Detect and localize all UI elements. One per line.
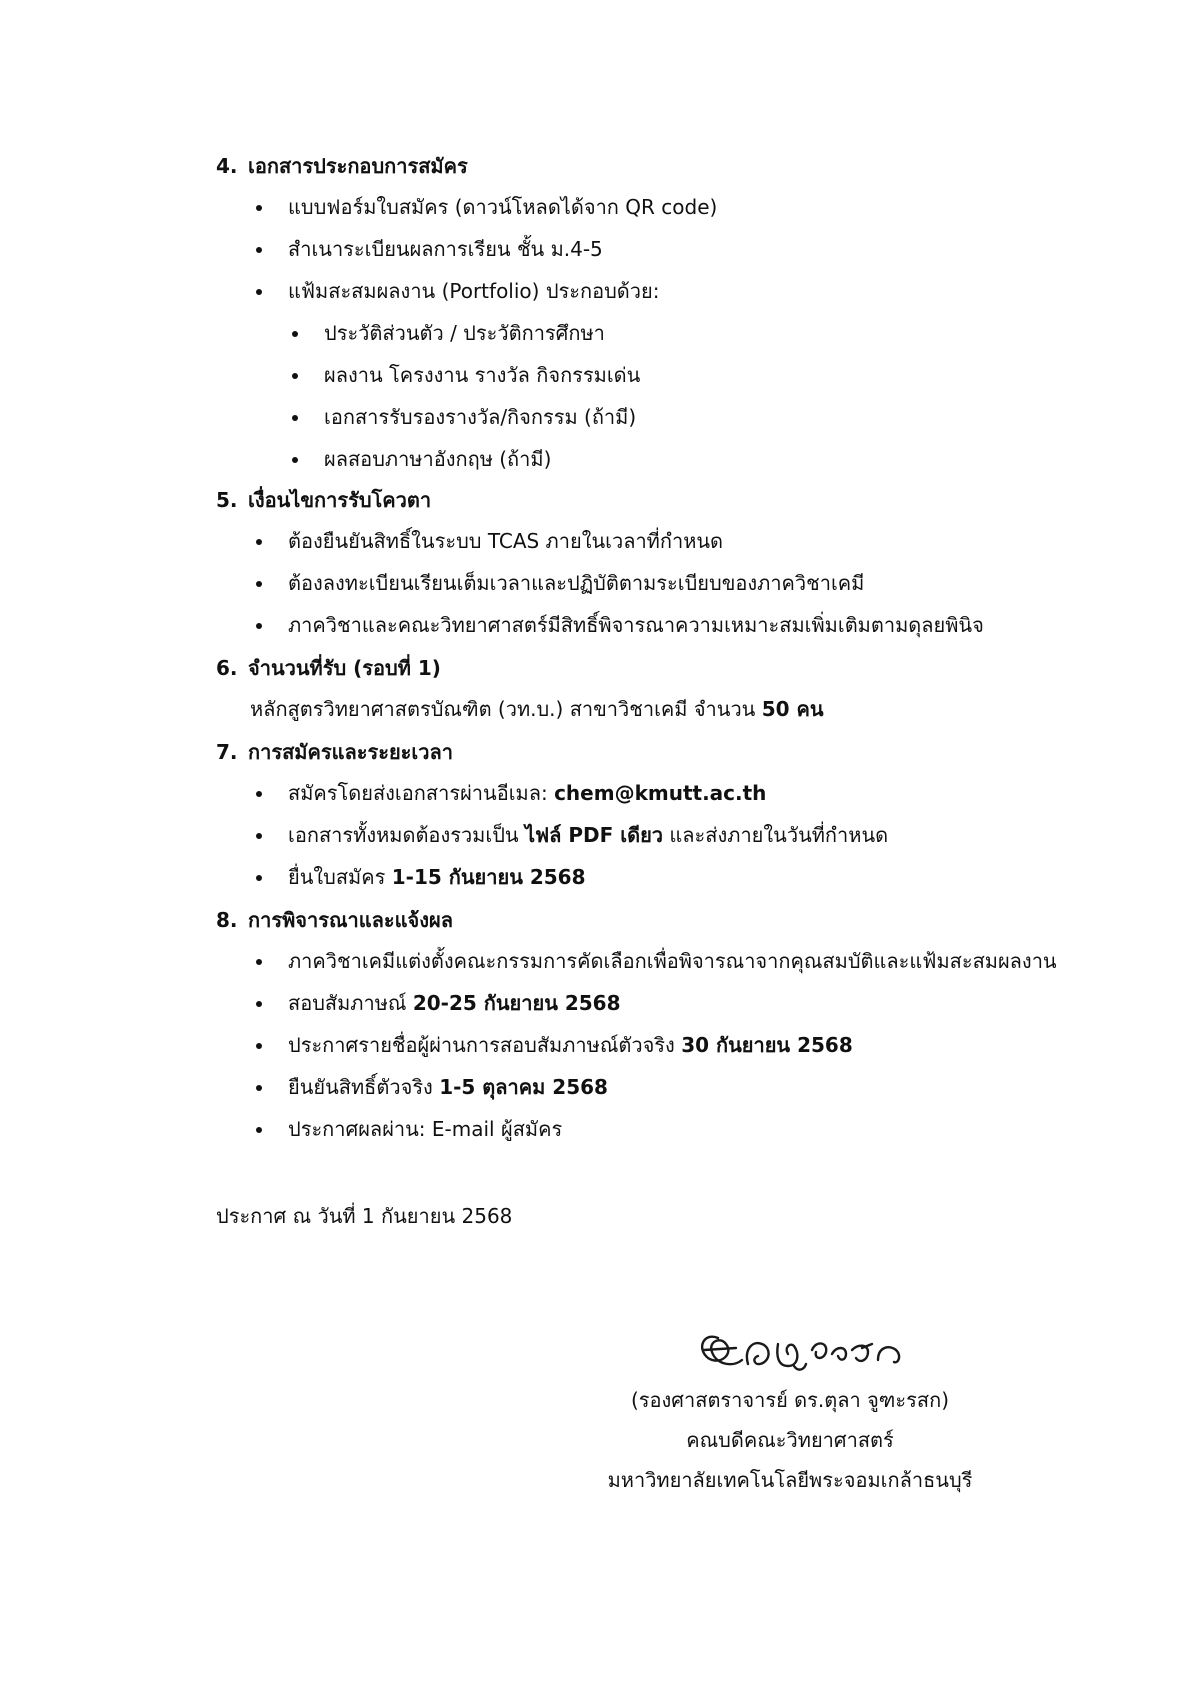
bullet-icon bbox=[292, 415, 298, 421]
list-item: ต้องลงทะเบียนเรียนเต็มเวลาและปฏิบัติตามระเบียบของภาควิชาเคมี bbox=[216, 562, 1116, 604]
section-title: 5. เงื่อนไขการรับโควตา bbox=[216, 488, 432, 512]
section-7 bbox=[216, 732, 1116, 898]
bullet-icon bbox=[256, 205, 262, 211]
section-8 bbox=[216, 900, 1116, 1150]
section-4 bbox=[216, 146, 1116, 480]
list-item: ภาควิชาเคมีแต่งตั้งคณะกรรมการคัดเลือกเพื่อพิจารณาจากคุณสมบัติและแฟ้มสะสมผลงาน bbox=[216, 940, 1116, 982]
section-title: 6. จำนวนที่รับ (รอบที่ 1) bbox=[216, 656, 441, 680]
handwritten-signature bbox=[690, 1320, 940, 1380]
bullet-icon bbox=[256, 247, 262, 253]
bullet-icon bbox=[256, 1043, 262, 1049]
bullet-icon bbox=[256, 581, 262, 587]
signatory-name: (รองศาสตราจารย์ ดร.ตุลา จูฑะรสก) bbox=[630, 1388, 950, 1412]
list-item: แบบฟอร์มใบสมัคร (ดาวน์โหลดได้จาก QR code) bbox=[216, 186, 1116, 228]
sub-list-item: ประวัติส่วนตัว / ประวัติการศึกษา bbox=[216, 312, 1116, 354]
sub-list-item: เอกสารรับรองรางวัล/กิจกรรม (ถ้ามี) bbox=[216, 396, 1116, 438]
bullet-icon bbox=[256, 1001, 262, 1007]
list-item: สำเนาระเบียนผลการเรียน ชั้น ม.4-5 bbox=[216, 228, 1116, 270]
bullet-icon bbox=[256, 1127, 262, 1133]
bullet-icon bbox=[292, 457, 298, 463]
bullet-icon bbox=[256, 539, 262, 545]
bullet-icon bbox=[292, 331, 298, 337]
signature-block bbox=[560, 1320, 1020, 1500]
section-title: 7. การสมัครและระยะเวลา bbox=[216, 740, 453, 764]
email-address: chem@kmutt.ac.th bbox=[554, 781, 767, 805]
list-item: ยืนยันสิทธิ์ตัวจริง 1-5 ตุลาคม 2568 bbox=[216, 1066, 1116, 1108]
section-5 bbox=[216, 480, 1116, 646]
bullet-icon bbox=[256, 1085, 262, 1091]
bullet-icon bbox=[256, 623, 262, 629]
bullet-icon bbox=[256, 289, 262, 295]
list-item: สมัครโดยส่งเอกสารผ่านอีเมล: chem@kmutt.ac.th bbox=[216, 772, 1116, 814]
list-item: ประกาศรายชื่อผู้ผ่านการสอบสัมภาษณ์ตัวจริง 30 กันยายน 2568 bbox=[216, 1024, 1116, 1066]
signatory-position: คณบดีคณะวิทยาศาสตร์ bbox=[686, 1428, 894, 1452]
list-item: ประกาศผลผ่าน: E-mail ผู้สมัคร bbox=[216, 1108, 1116, 1150]
bullet-icon bbox=[256, 959, 262, 965]
list-item: เอกสารทั้งหมดต้องรวมเป็น ไฟล์ PDF เดียว และส่งภายในวันที่กำหนด bbox=[216, 814, 1116, 856]
bullet-icon bbox=[292, 373, 298, 379]
section-6 bbox=[216, 648, 1116, 730]
bullet-icon bbox=[256, 875, 262, 881]
paragraph-line: หลักสูตรวิทยาศาสตรบัณฑิต (วท.บ.) สาขาวิชาเคมี จำนวน 50 คน bbox=[250, 697, 824, 721]
sub-list-item: ผลสอบภาษาอังกฤษ (ถ้ามี) bbox=[216, 438, 1116, 480]
section-title: 4. เอกสารประกอบการสมัคร bbox=[216, 154, 468, 178]
section-title: 8. การพิจารณาและแจ้งผล bbox=[216, 908, 453, 932]
list-item: ภาควิชาและคณะวิทยาศาสตร์มีสิทธิ์พิจารณาความเหมาะสมเพิ่มเติมตามดุลยพินิจ bbox=[216, 604, 1116, 646]
signatory-institution: มหาวิทยาลัยเทคโนโลยีพระจอมเกล้าธนบุรี bbox=[607, 1468, 973, 1492]
list-item: ต้องยืนยันสิทธิ์ในระบบ TCAS ภายในเวลาที่กำหนด bbox=[216, 520, 1116, 562]
bullet-icon bbox=[256, 833, 262, 839]
list-item: สอบสัมภาษณ์ 20-25 กันยายน 2568 bbox=[216, 982, 1116, 1024]
announcement-date: ประกาศ ณ วันที่ 1 กันยายน 2568 bbox=[216, 1204, 513, 1228]
list-item: แฟ้มสะสมผลงาน (Portfolio) ประกอบด้วย: bbox=[216, 270, 1116, 312]
bullet-icon bbox=[256, 791, 262, 797]
list-item: ยื่นใบสมัคร 1-15 กันยายน 2568 bbox=[216, 856, 1116, 898]
sub-list-item: ผลงาน โครงงาน รางวัล กิจกรรมเด่น bbox=[216, 354, 1116, 396]
